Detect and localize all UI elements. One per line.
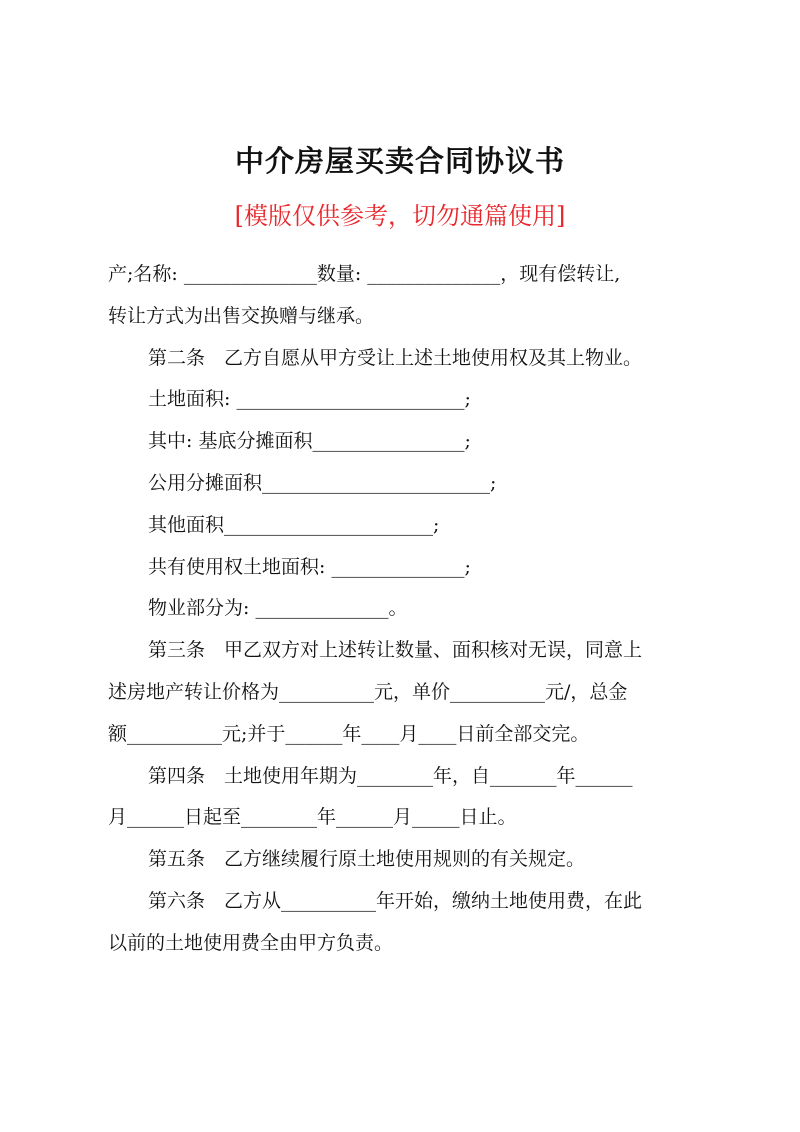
other-area-line: 其他面积______________________; [148, 513, 440, 536]
base-shared-area-line: 其中: 基底分摊面积________________; [148, 430, 471, 453]
article-4-line-2: 月______日起至________年______月_____日止。 [108, 806, 517, 829]
article-6-line-1: 第六条 乙方从__________年开始，缴纳土地使用费，在此 [148, 889, 643, 912]
article-4-line-1: 第四条 土地使用年期为________年，自_______年______ [148, 764, 633, 787]
article-3-line-2: 述房地产转让价格为__________元，单价__________元/，总金 [108, 680, 628, 703]
document-body [108, 254, 708, 965]
article-3-line-1: 第三条 甲乙双方对上述转让数量、面积核对无误，同意上 [148, 639, 643, 662]
document-subtitle: [模版仅供参考，切勿通篇使用] [234, 202, 566, 230]
land-area-line: 土地面积: ________________________; [148, 388, 471, 411]
shared-land-area-line: 共有使用权土地面积: ______________; [148, 555, 471, 578]
article-5-line: 第五条 乙方继续履行原土地使用规则的有关规定。 [148, 848, 586, 871]
public-shared-area-line: 公用分摊面积________________________; [148, 471, 497, 494]
article-2-line: 第二条 乙方自愿从甲方受让上述土地使用权及其上物业。 [148, 346, 643, 369]
article-6-line-2: 以前的土地使用费全由甲方负责。 [108, 931, 394, 954]
body-line-1: 产;名称: ______________数量: ______________，现有偿转让, [108, 263, 621, 285]
property-part-line: 物业部分为: ______________。 [148, 597, 408, 620]
document-title: 中介房屋买卖合同协议书 [234, 144, 565, 178]
article-3-line-3: 额__________元;并于______年____月____日前全部交完。 [108, 722, 590, 745]
body-line-2: 转让方式为出售交换赠与继承。 [108, 304, 375, 327]
